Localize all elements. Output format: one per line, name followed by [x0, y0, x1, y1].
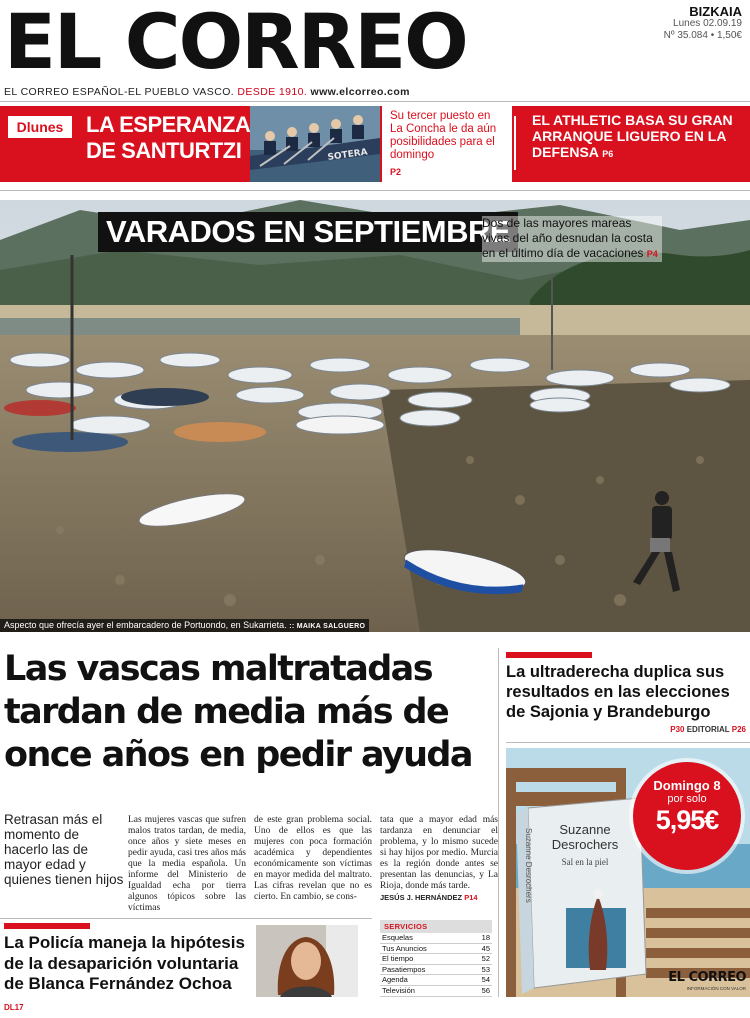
- divider: [506, 742, 750, 743]
- services-item-label: El tiempo: [382, 954, 414, 964]
- promo-bar: [0, 106, 750, 182]
- badge-day: Domingo 8: [653, 778, 721, 793]
- newspaper-logo: EL CORREO: [4, 0, 467, 86]
- edition-date: Lunes 02.09.19: [673, 18, 742, 29]
- book-title: Sal en la piel: [561, 857, 609, 867]
- services-item-page: 56: [481, 985, 490, 995]
- photo-caption: [0, 619, 369, 632]
- services-item[interactable]: [380, 954, 492, 965]
- services-item-label: Agenda: [382, 975, 408, 985]
- rowing-photo: [250, 106, 380, 182]
- promo-regatta-text: Su tercer puesto en La Concha le da aún posibilidades para el domingo: [390, 110, 497, 161]
- services-index: [380, 920, 492, 997]
- book-spine-text: Suzanne Desrochers: [524, 828, 533, 903]
- cover-title[interactable]: VARADOS EN SEPTIEMBRE: [98, 212, 518, 252]
- divider: [514, 116, 516, 170]
- services-item[interactable]: [380, 986, 492, 997]
- bottom-headline-text: La Policía maneja la hipótesis de la desaparición voluntaria de Blanca Fernández Ochoa: [4, 933, 245, 993]
- page-ref: P26: [731, 725, 746, 734]
- portrait-photo: [256, 925, 358, 997]
- promo-headline[interactable]: LA ESPERANZA DE SANTURTZI: [86, 112, 250, 163]
- services-item[interactable]: [380, 933, 492, 944]
- services-item-page: 53: [481, 964, 490, 974]
- services-item-label: Tus Anuncios: [382, 943, 427, 953]
- cover-deck: [482, 216, 662, 262]
- services-item-label: Televisión: [382, 985, 415, 995]
- cover-deck-text: Dos de las mayores mareas vivas del año desnudan la costa en el último día de vacaciones: [482, 216, 653, 260]
- services-item-page: 52: [481, 954, 490, 964]
- page-ref: P2: [390, 167, 402, 177]
- right-headline[interactable]: La ultraderecha duplica sus resultados en las elecciones de Sajonia y Brandeburgo: [506, 663, 730, 721]
- photo-credit: :: MAIKA SALGUERO: [289, 623, 366, 630]
- tagline: [4, 86, 410, 98]
- tagline-text: EL CORREO ESPAÑOL-EL PUEBLO VASCO.: [4, 86, 235, 98]
- athletic-headline-text: EL ATHLETIC BASA SU GRAN ARRANQUE LIGUERO EN LA DEFENSA: [532, 112, 733, 160]
- page-ref: P4: [646, 249, 658, 259]
- right-page-refs: [670, 725, 746, 734]
- badge-price: 5,95€: [655, 805, 719, 835]
- edition-region: BIZKAIA: [689, 4, 742, 19]
- services-item[interactable]: [380, 975, 492, 986]
- promo-regatta-box[interactable]: [382, 106, 512, 182]
- divider: [0, 918, 372, 919]
- byline-author: JESÚS J. HERNÁNDEZ: [380, 893, 463, 902]
- issue-number: Nº 35.084 • 1,50€: [663, 30, 742, 41]
- divider: [0, 190, 750, 191]
- badge-sub: por solo: [667, 793, 707, 805]
- ad-logo-tagline: INFORMACIÓN CON VALOR: [686, 986, 746, 991]
- services-item-page: 18: [481, 933, 490, 942]
- services-item[interactable]: [380, 944, 492, 955]
- body-column-1: Las mujeres vascas que sufren malos tratos tardan, de media, once años y siete meses en pedir ayuda, casi tres años más que la media española. Un informe del Ministerio de Igualdad echa por tierra algunos tópicos sobre las víctimas: [128, 815, 246, 913]
- body-column-2: de este gran problema social. Uno de ellos es que las mujeres con poca formación académica y dependientes económicamente son víctimas en mayor medida del maltrato. Las cifras revelan que no es cierto. En cambio, se cons-: [254, 815, 372, 902]
- page-ref: DL17: [4, 1002, 24, 1012]
- dlunes-badge: Dlunes: [8, 116, 72, 138]
- caption-text: Aspecto que ofrecía ayer el embarcadero de Portuondo, en Sukarrieta.: [4, 620, 287, 630]
- byline: [380, 892, 498, 903]
- price-badge[interactable]: [633, 762, 741, 870]
- services-item-label: Pasatiempos: [382, 964, 426, 974]
- book-author: Suzanne Desrochers: [551, 822, 619, 852]
- page-ref: P14: [464, 893, 478, 902]
- main-headline[interactable]: Las vascas maltratadas tardan de media más de once años en pedir ayuda: [4, 649, 472, 775]
- edition-date-block: [664, 18, 742, 42]
- boat-name-text: SOTERA: [327, 147, 369, 163]
- tagline-url[interactable]: www.elcorreo.com: [310, 86, 410, 98]
- services-item[interactable]: [380, 965, 492, 976]
- cover-photo-beached-boats: [0, 200, 750, 632]
- editorial-label: EDITORIAL: [686, 725, 730, 734]
- divider: [0, 101, 750, 102]
- body-column-3: [380, 815, 498, 903]
- main-subheadline: Retrasan más el momento de hacerlo las de mayor edad y quienes tienen hijos: [4, 812, 124, 887]
- section-marker: [4, 923, 90, 929]
- body-column-3-text: tata que a mayor edad más tardanza en denunciar el problema, y lo mismo sucede si hay hijos por medio. Murcia es la región donde antes se presentan las denuncias, y La Rioja, donde más tarde.: [380, 815, 498, 891]
- services-item-page: 54: [481, 975, 490, 985]
- page-ref: P30: [670, 725, 685, 734]
- section-marker: [506, 652, 592, 658]
- services-title: SERVICIOS: [380, 920, 492, 933]
- services-item-label: Esquelas: [382, 933, 413, 942]
- services-item-page: 45: [481, 943, 490, 953]
- page-ref: P6: [602, 149, 614, 159]
- bottom-headline[interactable]: [4, 933, 254, 1018]
- divider: [498, 648, 499, 997]
- ad-logo: EL CORREO: [668, 970, 746, 985]
- promo-athletic-headline[interactable]: [532, 112, 744, 162]
- tagline-since: DESDE 1910.: [237, 86, 308, 98]
